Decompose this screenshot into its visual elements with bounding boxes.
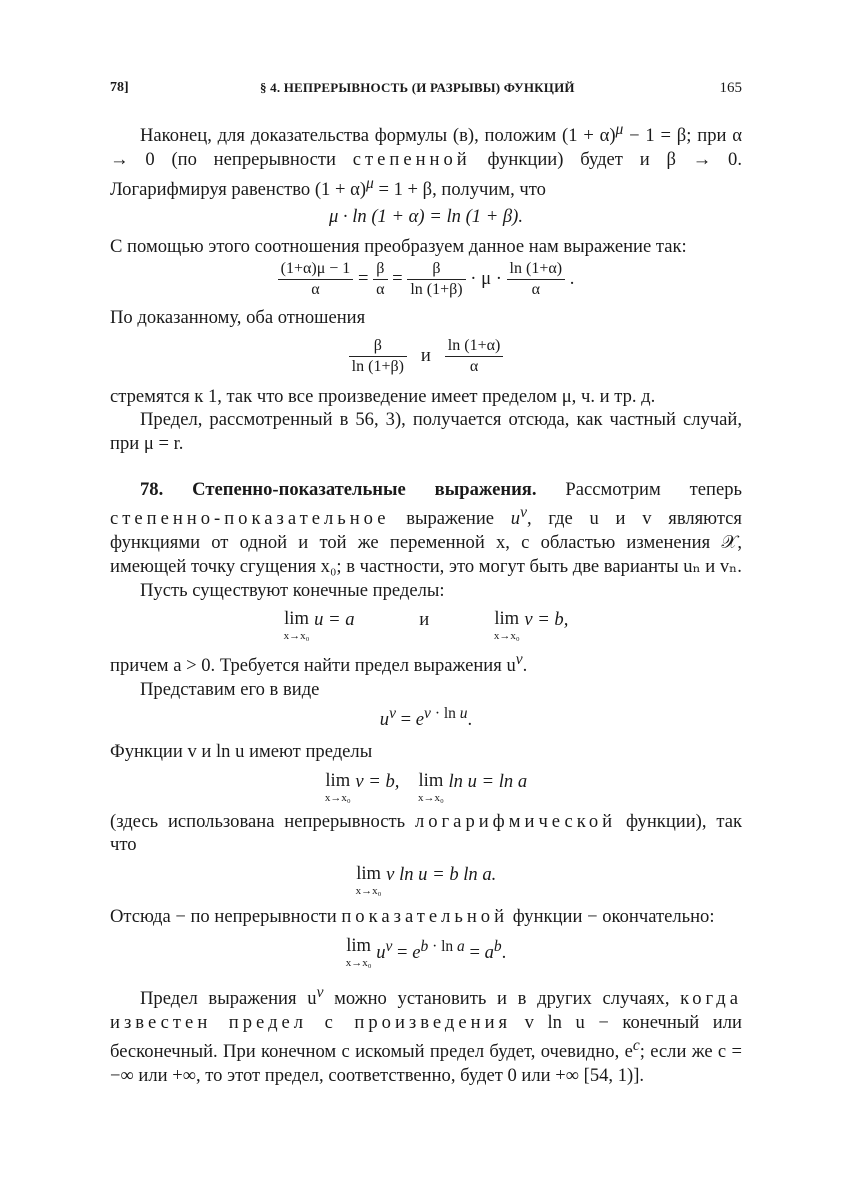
page-body — [110, 118, 742, 1088]
equation-exp-form: $u^v = e^{v \cdot ln u}$. — [379, 705, 473, 731]
equation-v-lnu-limits: lim x→x₀ v = b, lim x→x₀ ln u = ln a — [324, 769, 528, 804]
paragraph-other-cases: Предел выражения $u^v$ можно установить и в других случаях, когда известен предел c произведения v ln u − конечный или бесконечный. При конечном c искомый предел будет, очевидно, $e^c$; если же c = −∞ или +∞, то этот предел, соответственно, будет 0 или +∞ [54, 1)]. — [110, 983, 742, 1087]
running-header — [110, 80, 742, 102]
paragraph-tend-to-one: стремятся к 1, так что все произведение имеет пределом μ, ч. и тр. д. — [110, 385, 656, 407]
limit: lim x→x₀ — [355, 863, 382, 897]
running-title: § 4. НЕПРЕРЫВНОСТЬ (И РАЗРЫВЫ) ФУНКЦИЙ — [260, 80, 575, 95]
section-78-title: 78. Степенно-показательные выражения. — [140, 478, 537, 500]
fraction: $\frac{\beta}{\alpha}$ — [373, 259, 387, 300]
fraction: $\frac{\ln (1+\alpha)}{\alpha}$ — [507, 259, 566, 300]
limit: lim x→x₀ — [345, 934, 372, 969]
paragraph-formula-proof: Наконец, для доказательства формулы (в), положим $(1 + \alpha)^\mu - 1 = \beta$; при α → 0 (по непрерывности степенной функции) будет и β → 0. Логарифмируя равенство $(1 + \alpha)^\mu = 1 + \beta$, получим, что — [110, 121, 742, 200]
section-78-intro: 78. Степенно-показательные выражения. Рассмотрим теперь степенно-показательное выражение $u^v$, где u и v являются функциями от одной и той же переменной x, с областью изменения 𝒳, имеющей точку сгущения x₀; в частности, это могут быть две варианты uₙ и vₙ. — [110, 478, 742, 577]
equation-transform: $\frac{(1+\alpha)\mu - 1}{\alpha}$ = $\frac{\beta}{\alpha}$ = $\frac{\beta}{\ln (1+\beta)}$ · μ · $\frac{\ln (1+\alpha)}{\alpha}$ . — [110, 259, 742, 300]
fraction: $\frac{(1+\alpha)\mu - 1}{\alpha}$ — [278, 259, 354, 300]
equation-product-limit: lim x→x₀ v ln u = b ln a. — [355, 863, 497, 897]
equation-finite-limits: lim x→x₀ u = a и lim x→x₀ v = b, — [283, 608, 569, 643]
paragraph-exp-continuity: Отсюда − по непрерывности показательной функции − окончательно: — [110, 906, 715, 927]
paragraph-special-case: Предел, рассмотренный в 56, 3), получается отсюда, как частный случай, при μ = r. — [110, 409, 742, 454]
paragraph-functions-limits: Функции v и ln u имеют пределы — [110, 740, 373, 762]
paragraph-log-continuity: (здесь использована непрерывность логарифмической функции), так что — [110, 810, 742, 856]
paragraph-finite-limits: Пусть существуют конечные пределы: — [140, 579, 445, 601]
paragraph-both-ratios: По доказанному, оба отношения — [110, 306, 366, 328]
page-number: 165 — [719, 80, 742, 96]
limit: lim x→x₀ — [417, 769, 444, 804]
paragraph-find-limit: причем a > 0. Требуется найти предел выражения $u^v$. — [110, 651, 528, 677]
section-number: 78] — [110, 80, 129, 95]
limit: lim x→x₀ — [283, 608, 310, 643]
paragraph-represent: Представим его в виде — [140, 679, 320, 701]
equation-ratios: $\frac{\beta}{\ln (1+\beta)}$ и $\frac{\ln (1+\alpha)}{\alpha}$ — [110, 336, 742, 377]
equation-final-limit: lim x→x₀ $u^v = e^{b \cdot ln a} = a^b$. — [345, 934, 507, 969]
limit: lim x→x₀ — [493, 608, 520, 643]
fraction: $\frac{\beta}{\ln (1+\beta)}$ — [349, 336, 407, 377]
fraction: $\frac{\beta}{\ln (1+\beta)}$ — [407, 259, 465, 300]
limit: lim x→x₀ — [324, 769, 351, 804]
fraction: $\frac{\ln (1+\alpha)}{\alpha}$ — [445, 336, 504, 377]
paragraph-transform: С помощью этого соотношения преобразуем данное нам выражение так: — [110, 236, 687, 258]
equation-log-identity: μ · ln (1 + α) = ln (1 + β). — [328, 206, 524, 228]
